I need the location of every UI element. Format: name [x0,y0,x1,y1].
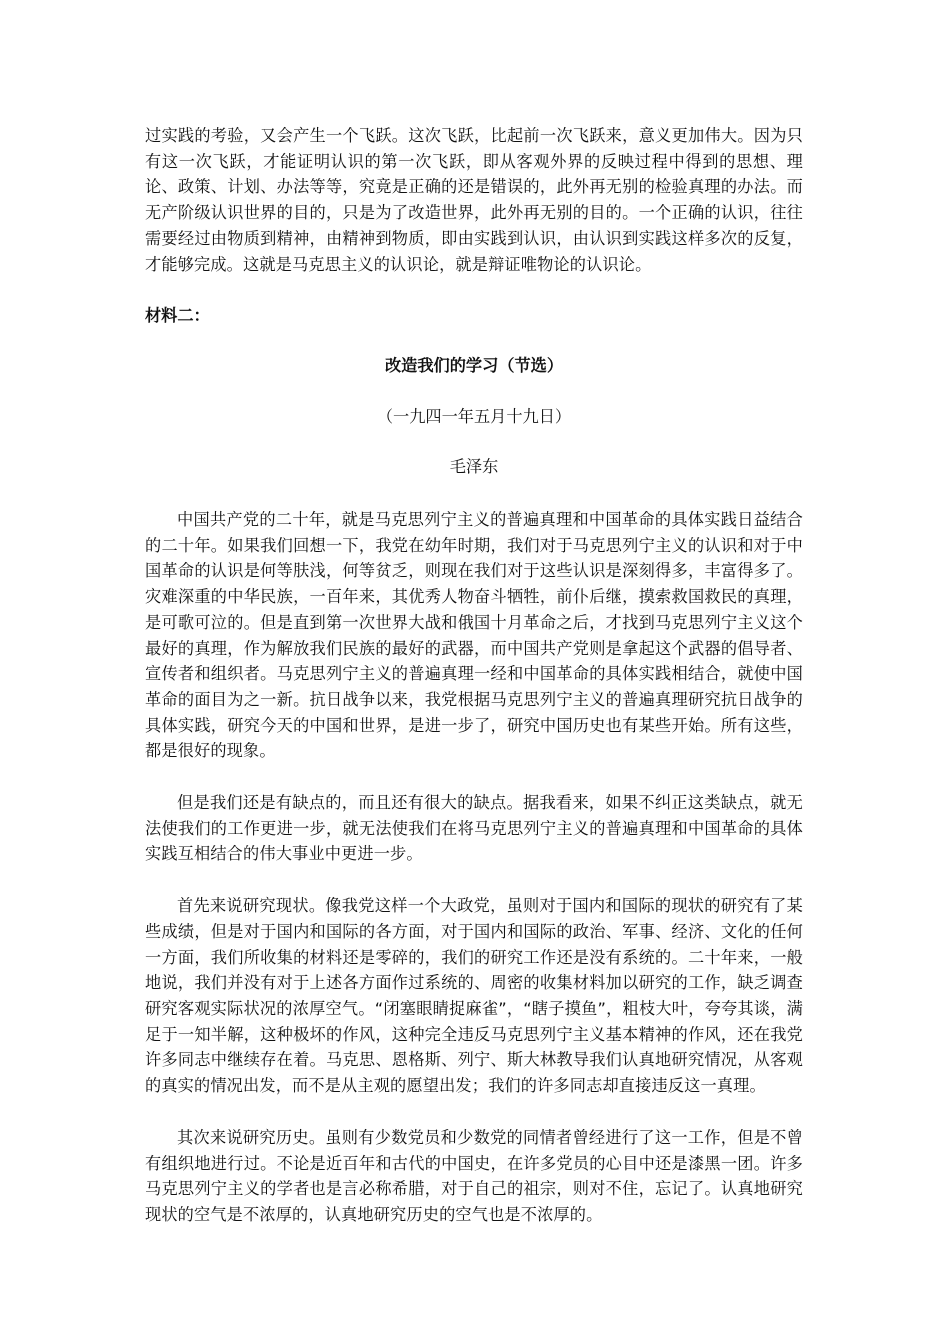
material1-continuation-paragraph: 过实践的考验，又会产生一个飞跃。这次飞跃，比起前一次飞跃来，意义更加伟大。因为只有这一次飞跃，才能证明认识的第一次飞跃，即从客观外界的反映过程中得到的思想、理论、政策、计划、办法等等，究竟是正确的还是错误的，此外再无别的检验真理的办法。而无产阶级认识世界的目的，只是为了改造世界，此外再无别的目的。一个正确的认识，往往需要经过由物质到精神，由精神到物质，即由实践到认识，由认识到实践这样多次的反复，才能够完成。这就是马克思主义的认识论，就是辩证唯物论的认识论。 [145,126,803,274]
article-title: 改造我们的学习（节选） [384,355,564,375]
article-paragraph-1: 中国共产党的二十年，就是马克思列宁主义的普遍真理和中国革命的具体实践日益结合的二十年。如果我们回想一下，我党在幼年时期，我们对于马克思列宁主义的认识和对于中国革命的认识是何等肤浅，何等贫乏，则现在我们对于这些认识是深刻得多，丰富得多了。灾难深重的中华民族，一百年来，其优秀人物奋斗牺牲，前仆后继，摸索救国救民的真理，是可歌可泣的。但是直到第一次世界大战和俄国十月革命之后，才找到马克思列宁主义这个最好的真理，作为解放我们民族的最好的武器，而中国共产党则是拿起这个武器的倡导者、宣传者和组织者。马克思列宁主义的普遍真理一经和中国革命的具体实践相结合，就使中国革命的面目为之一新。抗日战争以来，我党根据马克思列宁主义的普遍真理研究抗日战争的具体实践，研究今天的中国和世界，是进一步了，研究中国历史也有某些开始。所有这些，都是很好的现象。 [145,510,803,761]
article-date: （一九四一年五月十九日） [376,406,572,426]
article-paragraph-4: 其次来说研究历史。虽则有少数党员和少数党的同情者曾经进行了这一工作，但是不曾有组织地进行过。不论是近百年和古代的中国史，在许多党员的心目中还是漆黑一团。许多马克思列宁主义的学者也是言必称希腊，对于自己的祖宗，则对不住，忘记了。认真地研究现状的空气是不浓厚的，认真地研究历史的空气也是不浓厚的。 [145,1127,803,1224]
document-page [145,123,803,1228]
material2-label: 材料二： [145,306,210,326]
article-author: 毛泽东 [449,457,499,477]
article-paragraph-2: 但是我们还是有缺点的，而且还有很大的缺点。据我看来，如果不纠正这类缺点，就无法使我们的工作更进一步，就无法使我们在将马克思列宁主义的普遍真理和中国革命的具体实践互相结合的伟大事业中更进一步。 [145,793,803,864]
article-paragraph-3: 首先来说研究现状。像我党这样一个大政党，虽则对于国内和国际的现状的研究有了某些成绩，但是对于国内和国际的各方面，对于国内和国际的政治、军事、经济、文化的任何一方面，我们所收集的材料还是零碎的，我们的研究工作还是没有系统的。二十年来，一般地说，我们并没有对于上述各方面作过系统的、周密的收集材料加以研究的工作，缺乏调查研究客观实际状况的浓厚空气。“闭塞眼睛捉麻雀”，“瞎子摸鱼”，粗枝大叶，夸夸其谈，满足于一知半解，这种极坏的作风，这种完全违反马克思列宁主义基本精神的作风，还在我党许多同志中继续存在着。马克思、恩格斯、列宁、斯大林教导我们认真地研究情况，从客观的真实的情况出发，而不是从主观的愿望出发；我们的许多同志却直接违反这一真理。 [145,896,803,1096]
